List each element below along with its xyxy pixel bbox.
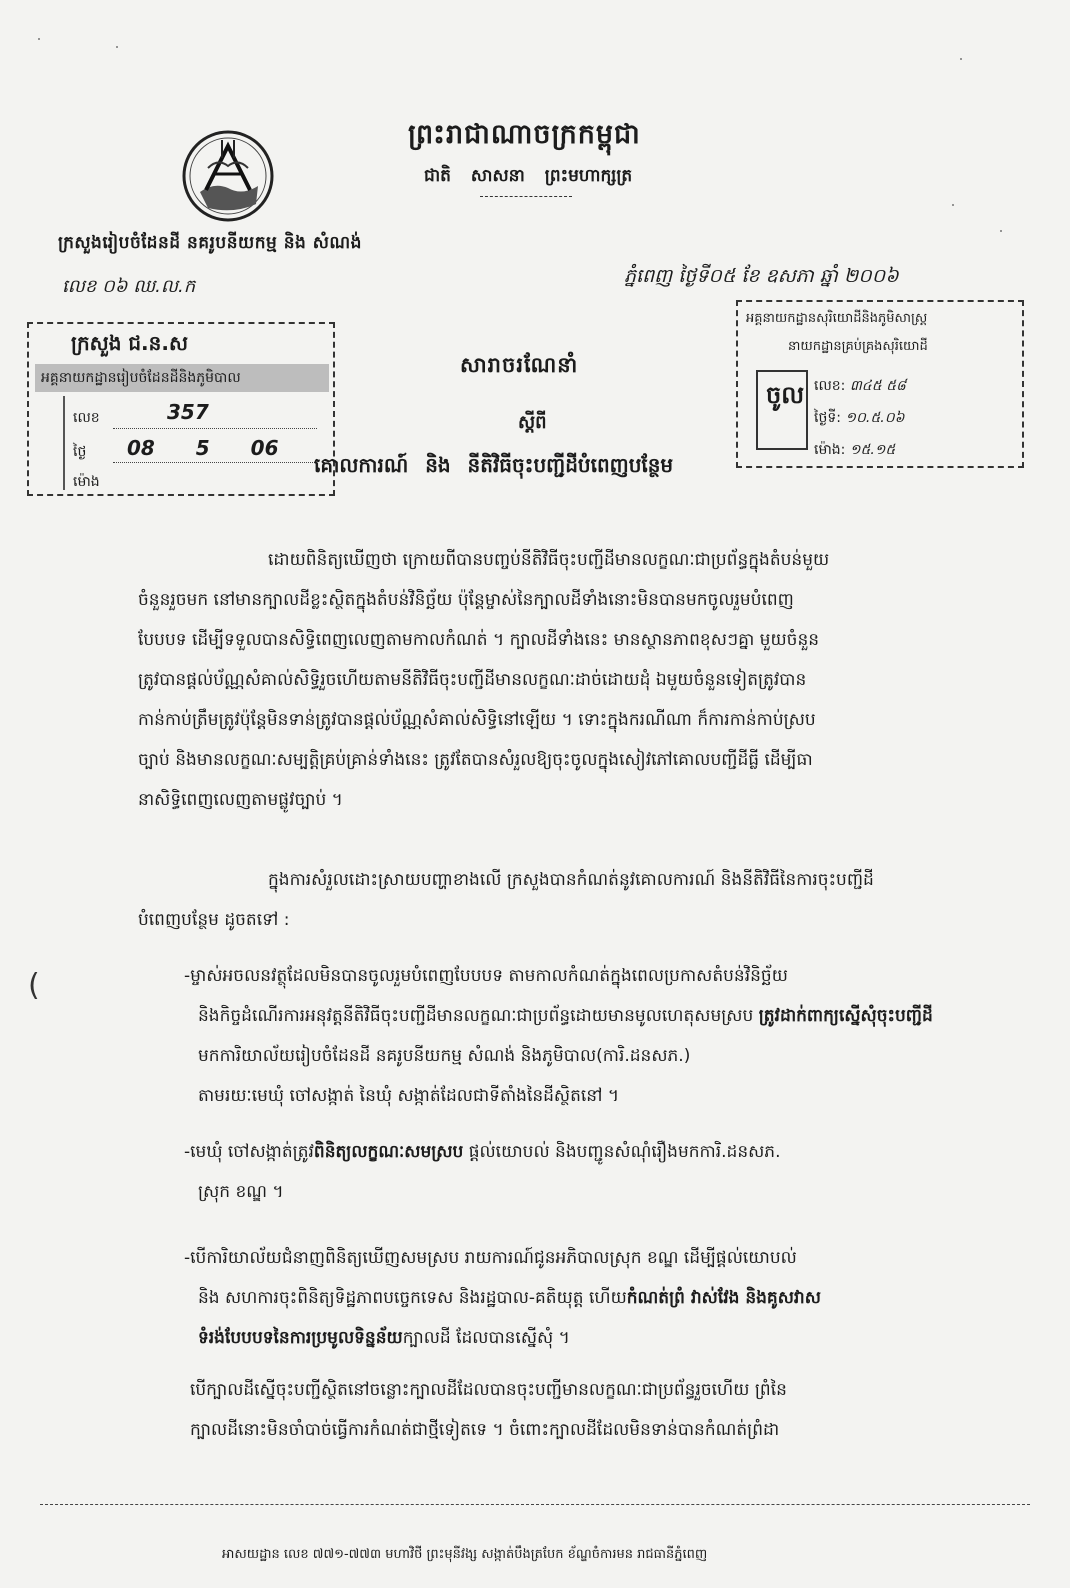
stamp-dotted-line <box>113 428 317 429</box>
body-line: ស្រុក ខណ្ឌ ។ <box>198 1182 284 1202</box>
footer-divider <box>40 1504 1030 1505</box>
motto-nation: ជាតិ <box>424 166 451 186</box>
stamp-date-label: ថ្ងៃទី: <box>814 410 841 426</box>
scan-speck <box>960 58 962 60</box>
ministry-emblem <box>178 128 278 224</box>
stamp-department: អគ្គនាយកដ្ឋានសុរិយោដីនិងភូមិសាស្ត្រ <box>746 311 928 326</box>
body-line <box>184 1278 821 1318</box>
body-line: ច្បាប់ និងមានលក្ខណៈសម្បត្តិគ្រប់គ្រាន់ទាំងនេះ ត្រូវតែបានសំរួលឱ្យចុះចូលក្នុងសៀវភៅគោលបញ្ជីដីធ្លី ដើម្បីធា <box>138 750 813 770</box>
procedure-item-2 <box>184 1132 781 1212</box>
procedure-item-3 <box>184 1238 821 1358</box>
body-line: បំពេញបន្ថែម ដូចតទៅ : <box>138 910 290 930</box>
body-line: កាន់កាប់ត្រឹមត្រូវប៉ុន្តែមិនទាន់ត្រូវបានផ្តល់ប័ណ្ណសំគាល់សិទ្ធិនៅឡើយ ។ ទោះក្នុងករណីណា ក៏ការកាន់កាប់ស្រប <box>138 710 816 730</box>
scan-speck <box>38 38 40 40</box>
emphasis-text: កំណត់ព្រំ វាស់វែង និងគូសវាស <box>626 1288 821 1308</box>
procedure-item-1 <box>184 956 933 1116</box>
circular-title: សារាចរណែនាំ <box>460 353 579 377</box>
body-paragraph-3 <box>190 1370 787 1450</box>
scan-speck <box>116 46 118 48</box>
body-paragraph-2 <box>138 860 874 940</box>
body-line: តាមរយៈមេឃុំ ចៅសង្កាត់ នៃឃុំ សង្កាត់ដែលជាទីតាំងនៃដីស្ថិតនៅ ។ <box>198 1086 620 1106</box>
reference-number: លេខ ០៦ ឈ.ល.ក <box>62 276 196 297</box>
body-text: -មេឃុំ ចៅសង្កាត់ត្រូវ <box>184 1142 314 1162</box>
body-text: និងកិច្ចដំណើរការអនុវត្តនីតិវិធីចុះបញ្ជីដីមានលក្ខណៈជាប្រព័ន្ធដោយមានមូលហេតុសមស្រប <box>198 1006 754 1026</box>
stamp-divider <box>63 396 65 490</box>
body-line: ក្នុងការសំរួលដោះស្រាយបញ្ហាខាងលើ ក្រសួងបានកំណត់នូវគោលការណ៍ និងនីតិវិធីនៃការចុះបញ្ជីដី <box>268 870 874 890</box>
body-line <box>184 1318 821 1358</box>
body-line: -បើការិយាល័យជំនាញពិនិត្យឃើញសមស្រប រាយការណ៍ជូនអភិបាលស្រុក ខណ្ឌ ដើម្បីផ្តល់យោបល់ <box>184 1248 797 1268</box>
motto-divider <box>480 196 572 197</box>
emphasis-text: ទំរង់បែបបទនៃការប្រមូលទិន្នន័យ <box>198 1328 403 1348</box>
stamp-number-label: លេខ: <box>814 378 846 394</box>
stamp-subtitle: អគ្គនាយកដ្ឋានរៀបចំដែនដីនិងភូមិបាល <box>35 364 329 392</box>
stamp-title: ក្រសួង ជ.ន.ស <box>71 331 188 355</box>
footer-address: អាសយដ្ឋាន លេខ ៧៧១-៧៧៣ មហាវិថី ព្រះមុនីវង្ស សង្កាត់បឹងត្របែក ខ័ណ្ឌចំការមន រាជធានីភ្នំពេញ <box>222 1547 708 1562</box>
body-line: ក្បាលដីនោះមិនចាំបាច់ធ្វើការកំណត់ជាថ្មីទៀតទេ ។ ចំពោះក្បាលដីដែលមិនទាន់បានកំណត់ព្រំដា <box>190 1420 780 1440</box>
stamp-time-label: ម៉ោង <box>73 474 100 490</box>
stamp-number-value: 357 <box>167 400 209 424</box>
emphasis-text: ពិនិត្យលក្ខណៈសមស្រប <box>313 1142 464 1162</box>
stamp-date-value: ១០.៥.០៦ <box>845 410 905 426</box>
kingdom-title: ព្រះរាជាណាចក្រកម្ពុជា <box>408 119 641 150</box>
subject-text: គោលការណ៍ និង នីតិវិធីចុះបញ្ជីដីបំពេញបន្ថែម <box>314 453 674 477</box>
stamp-time-label: ម៉ោង: <box>814 442 846 458</box>
stamp-date-label: ថ្ងៃ <box>73 444 87 460</box>
stamp-number-label: លេខ <box>73 410 100 426</box>
scan-speck <box>952 204 954 206</box>
stamp-office: នាយកដ្ឋានគ្រប់គ្រងសុរិយោដី <box>788 339 928 354</box>
scan-speck <box>1000 230 1002 232</box>
received-stamp-left <box>27 322 335 496</box>
body-line <box>184 996 933 1036</box>
body-line: បើក្បាលដីស្នើចុះបញ្ជីស្ថិតនៅចន្លោះក្បាលដីដែលបានចុះបញ្ជីមានលក្ខណៈជាប្រព័ន្ធរួចហើយ ព្រំនៃ <box>190 1380 787 1400</box>
body-line: មកការិយាល័យរៀបចំដែនដី នគរូបនីយកម្ម សំណង់ និងភូមិបាល(ការិ.ដនសភ.) <box>198 1046 691 1066</box>
national-motto <box>424 165 632 190</box>
motto-religion: សាសនា <box>470 166 525 186</box>
stamp-time-value: ១៥.១៥ <box>849 442 896 458</box>
stamp-number-value: ៣៤៥ ៥៨ <box>849 378 906 394</box>
stamp-entry-label: ចូល <box>766 381 805 409</box>
body-line: ត្រូវបានផ្តល់ប័ណ្ណសំគាល់សិទ្ធិរួចហើយតាមនីតិវិធីចុះបញ្ជីដីមានលក្ខណៈដាច់ដោយដុំ ឯមួយចំនួនទៀតត្រូវបាន <box>138 670 807 690</box>
emphasis-text: ត្រូវដាក់ពាក្យស្នើសុំចុះបញ្ជីដី <box>758 1006 933 1026</box>
body-line <box>184 1132 781 1172</box>
stamp-date-value: 08 5 06 <box>127 436 279 460</box>
body-line: នាសិទ្ធិពេញលេញតាមផ្លូវច្បាប់ ។ <box>138 790 343 810</box>
body-text: និង សហការចុះពិនិត្យទិដ្ឋភាពបច្ចេកទេស និងរដ្ឋបាល-គតិយុត្ត ហើយ <box>198 1288 627 1308</box>
motto-king: ព្រះមហាក្សត្រ <box>544 166 633 186</box>
body-line: ចំនួនរួចមក នៅមានក្បាលដីខ្លះស្ថិតក្នុងតំបន់វិនិច្ឆ័យ ប៉ុន្តែម្ចាស់នៃក្បាលដីទាំងនោះមិនបានមកចូលរួមបំពេញ <box>138 590 794 610</box>
stamp-dotted-line <box>113 462 317 463</box>
ministry-name: ក្រសួងរៀបចំដែនដី នគរូបនីយកម្ម និង សំណង់ <box>58 233 362 253</box>
body-paragraph-1 <box>138 540 829 820</box>
document-date: ភ្នំពេញ ថ្ងៃទី០៥ ខែ ឧសភា ឆ្នាំ ២០០៦ <box>624 265 899 287</box>
body-text: ក្បាលដី ដែលបានស្នើសុំ ។ <box>402 1328 570 1348</box>
body-line: ដោយពិនិត្យឃើញថា ក្រោយពីបានបញ្ចប់នីតិវិធីចុះបញ្ជីដីមានលក្ខណៈជាប្រព័ន្ធក្នុងតំបន់មួយ <box>268 550 830 570</box>
margin-mark: ( <box>28 968 40 1003</box>
body-line: បែបបទ ដើម្បីទទួលបានសិទ្ធិពេញលេញតាមកាលកំណត់ ។ ក្បាលដីទាំងនេះ មានស្ថានភាពខុសៗគ្នា មួយចំនួន <box>138 630 820 650</box>
body-line: -ម្ចាស់អចលនវត្ថុដែលមិនបានចូលរួមបំពេញបែបបទ តាមកាលកំណត់ក្នុងពេលប្រកាសតំបន់វិនិច្ឆ័យ <box>184 966 788 986</box>
stamp-time-row <box>814 440 895 461</box>
stamp-date-row <box>814 408 905 429</box>
subject-label: ស្ដីពី <box>518 412 547 433</box>
body-text: ផ្តល់យោបល់ និងបញ្ជូនសំណុំរឿងមកការិ.ដនសភ. <box>468 1142 781 1162</box>
received-stamp-right <box>736 300 1024 468</box>
stamp-number-row <box>814 376 906 397</box>
